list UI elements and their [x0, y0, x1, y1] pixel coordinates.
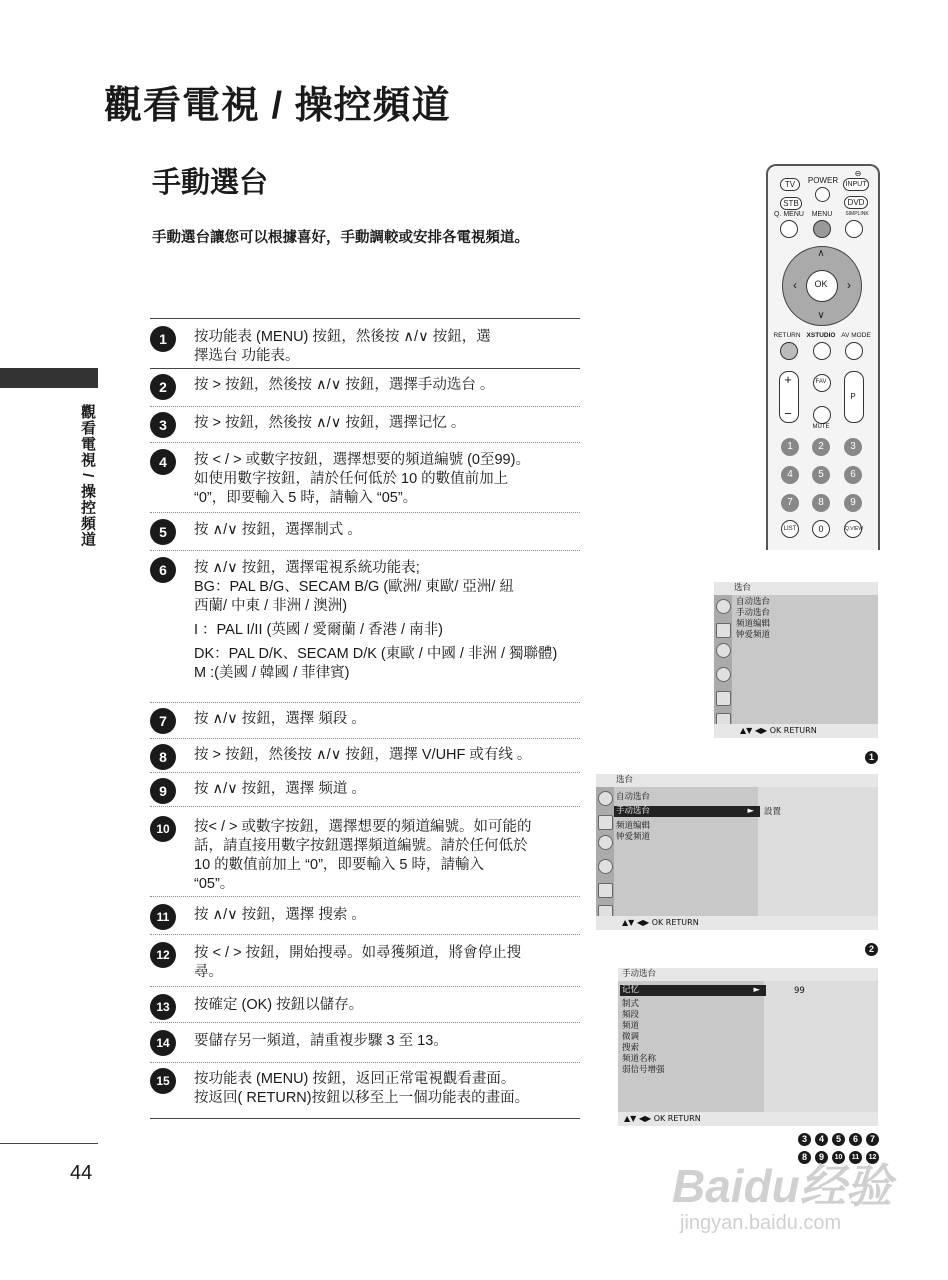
step-text: [194, 1032, 584, 1051]
input-icon: ⊖: [854, 169, 862, 178]
remote-fav-label: FAV: [815, 379, 827, 385]
osd-right-pane: [764, 981, 878, 1112]
lock-icon: [598, 883, 613, 898]
osd-menu-item: 自动选台: [736, 597, 771, 607]
osd-menu-item: 自动选台: [616, 792, 651, 802]
osd-menu-item-selected: [620, 985, 766, 996]
remote-menu-button: [813, 220, 831, 238]
step-divider: [150, 1062, 580, 1063]
step-number-badge: 4: [150, 449, 176, 475]
steps-top-rule: [150, 318, 580, 319]
remote-xstudio-label: XSTUDIO: [806, 332, 836, 339]
step-divider: [150, 738, 580, 739]
remote-number-2: 2: [812, 438, 830, 456]
volume-down-icon: −: [784, 406, 792, 421]
figure-number: 9: [815, 1151, 828, 1164]
remote-number-1: 1: [781, 438, 799, 456]
osd-footer-hint: ▲▼ ◀▶ OK RETURN: [618, 1112, 878, 1126]
step-number-badge: 7: [150, 708, 176, 734]
step-number-badge: 9: [150, 778, 176, 804]
osd-icon-column: [714, 595, 732, 724]
osd-screen-setup-menu: [714, 582, 878, 738]
remote-number-4: 4: [781, 466, 799, 484]
osd-menu-item: 钟爱频道: [736, 630, 771, 640]
osd-menu-item: 频道编辑: [616, 821, 651, 831]
osd-header: 手动选台: [618, 968, 878, 981]
remote-tv-button: TV: [780, 178, 800, 191]
figure-number: 6: [849, 1133, 862, 1146]
osd-footer-hint: ▲▼ ◀▶ OK RETURN: [714, 724, 878, 738]
step-text: [194, 376, 584, 395]
remote-avmode-label: AV MODE: [841, 332, 871, 339]
remote-zero-button: 0: [812, 520, 830, 538]
step-text: [194, 996, 584, 1015]
figure-number: 4: [815, 1133, 828, 1146]
remote-ok-label: OK: [814, 279, 828, 289]
step-text-line: 按 > 按鈕，然後按 ∧/∨ 按鈕，選擇手动选台 。: [194, 377, 495, 393]
step-text-line: 西蘭/ 中東 / 非洲 / 澳洲): [194, 598, 348, 614]
step-text-line: “05”。: [194, 876, 235, 892]
figure-number: 11: [849, 1151, 862, 1164]
mute-icon: [813, 406, 831, 424]
remote-qmenu-button: [780, 220, 798, 238]
remote-number-8: 8: [812, 494, 830, 512]
step-divider: [150, 986, 580, 987]
step-number-badge: 2: [150, 374, 176, 400]
watermark-brand: Baidu经验: [672, 1160, 892, 1212]
step-number-badge: 13: [150, 994, 176, 1020]
step-text: [194, 521, 584, 540]
step-text-line: 按 ∧/∨ 按鈕，選擇電視系統功能表;: [194, 560, 420, 576]
step-text-line: 按 ∧/∨ 按鈕，選擇制式 。: [194, 522, 362, 538]
osd-value: 99: [794, 986, 805, 996]
remote-number-7: 7: [781, 494, 799, 512]
remote-input-button: INPUT: [843, 178, 869, 191]
step-text-line: 按 > 按鈕，然後按 ∧/∨ 按鈕，選擇记忆 。: [194, 415, 466, 431]
step-divider: [150, 442, 580, 443]
osd-menu-item: 搜索: [622, 1043, 640, 1053]
step-text-line: 按功能表 (MENU) 按鈕，返回正常電視觀看畫面。: [194, 1071, 516, 1087]
step-number-badge: 10: [150, 816, 176, 842]
remote-qmenu-label: Q. MENU: [774, 211, 804, 218]
step-text-line: 話，請直接用數字按鈕選擇頻道編號。請於任何低於: [194, 838, 528, 854]
step-text-line: M :(美國 / 韓國 / 菲律賓): [194, 665, 350, 681]
step-divider: [150, 934, 580, 935]
remote-stb-button: STB: [780, 197, 802, 210]
step-text: [194, 746, 584, 765]
clock-icon: [598, 859, 613, 874]
step-number-badge: 11: [150, 904, 176, 930]
step-text-line: 尋。: [194, 964, 223, 980]
remote-control-illustration: [766, 164, 880, 550]
step-text: [194, 906, 584, 925]
step-divider: [150, 806, 580, 807]
page-number: 44: [70, 1162, 93, 1184]
osd-icon-column: [596, 787, 614, 916]
step-number-badge: 8: [150, 744, 176, 770]
remote-list-button: LIST: [781, 520, 799, 538]
step-text-line: 按 < / > 按鈕，開始搜尋。如尋獲頻道，將會停止搜: [194, 945, 522, 961]
osd-screen-manual-select: [596, 774, 878, 930]
step-text-line: I ：PAL I/II (英國 / 愛爾蘭 / 香港 / 南非): [194, 622, 443, 638]
step-text: [194, 944, 584, 982]
step-text-line: 10 的數值前加上 “0”，即要輸入 5 時，請輸入: [194, 857, 485, 873]
remote-number-9: 9: [844, 494, 862, 512]
step-number-badge: 6: [150, 557, 176, 583]
picture-icon: [716, 623, 731, 638]
chevron-up-icon: ∧: [817, 248, 825, 259]
osd-menu-item: 频道名称: [622, 1054, 657, 1064]
remote-xstudio-button: [813, 342, 831, 360]
step-divider: [150, 896, 580, 897]
page-title: 觀看電視 / 操控頻道: [104, 85, 451, 127]
step-number-badge: 1: [150, 326, 176, 352]
osd-right-label: 設置: [764, 807, 782, 817]
step-text-line: 按 < / > 或數字按鈕，選擇想要的頻道編號 (0至99)。: [194, 452, 530, 468]
osd-menu-item-selected: [614, 806, 760, 817]
step-text-line: 按< / > 或數字按鈕，選擇想要的頻道編號。如可能的: [194, 819, 532, 835]
step-text-line: 按 ∧/∨ 按鈕，選擇 搜索 。: [194, 907, 366, 923]
osd-menu-item: 弱信号增强: [622, 1065, 665, 1075]
side-vertical-label: 觀看電視 / 操控頻道: [79, 404, 96, 548]
remote-number-5: 5: [812, 466, 830, 484]
remote-return-button: [780, 342, 798, 360]
steps-bottom-rule: [150, 1118, 580, 1119]
remote-qview-button: Q.VIEW: [844, 520, 862, 538]
chevron-down-icon: ∨: [817, 310, 825, 321]
step-text-line: BG：PAL B/G、SECAM B/G (歐洲/ 東歐/ 亞洲/ 紐: [194, 579, 514, 595]
figure-number: 1: [865, 751, 878, 764]
chevron-left-icon: ‹: [793, 278, 797, 292]
remote-number-6: 6: [844, 466, 862, 484]
osd-screen-manual-tuning: [618, 968, 878, 1126]
figure-number: 8: [798, 1151, 811, 1164]
step-number-badge: 5: [150, 519, 176, 545]
osd-footer-hint: ▲▼ ◀▶ OK RETURN: [596, 916, 878, 930]
figure-number: 3: [798, 1133, 811, 1146]
step-text-line: “0”，即要輸入 5 時，請輸入 “05”。: [194, 490, 418, 506]
step-divider: [150, 550, 580, 551]
step-divider: [150, 368, 580, 369]
step-text: [194, 780, 584, 799]
step-number-badge: 15: [150, 1068, 176, 1094]
step-text-line: 按返回( RETURN)按鈕以移至上一個功能表的畫面。: [194, 1090, 530, 1106]
audio-icon: [598, 835, 613, 850]
picture-icon: [598, 815, 613, 830]
step-text: [194, 451, 584, 508]
figure-number: 10: [832, 1151, 845, 1164]
step-text-line: 要儲存另一頻道，請重複步驟 3 至 13。: [194, 1033, 448, 1049]
osd-menu-item-label: 手动选台: [616, 806, 651, 816]
volume-up-icon: +: [784, 372, 792, 387]
osd-menu-item: 频道编辑: [736, 619, 771, 629]
step-text: [194, 559, 584, 683]
section-intro: 手動選台讓您可以根據喜好，手動調較或安排各電視頻道。: [152, 230, 529, 246]
osd-menu-item: 微调: [622, 1032, 640, 1042]
remote-p-label: P: [850, 392, 856, 401]
step-divider: [150, 512, 580, 513]
figure-number: 5: [832, 1133, 845, 1146]
remote-number-3: 3: [844, 438, 862, 456]
lock-icon: [716, 691, 731, 706]
satellite-icon: [598, 791, 613, 806]
step-text: [194, 328, 584, 366]
step-text-line: 按確定 (OK) 按鈕以儲存。: [194, 997, 364, 1013]
osd-menu-item: 頻段: [622, 1010, 640, 1020]
play-arrow-icon: ►: [747, 806, 754, 816]
power-icon: [815, 187, 830, 202]
chevron-right-icon: ›: [847, 278, 851, 292]
step-text-line: 按功能表 (MENU) 按鈕，然後按 ∧/∨ 按鈕，選: [194, 329, 491, 345]
step-number-badge: 3: [150, 412, 176, 438]
step-text-line: 如使用數字按鈕，請於任何低於 10 的數值前加上: [194, 471, 509, 487]
osd-header: 选台: [596, 774, 878, 787]
step-divider: [150, 406, 580, 407]
remote-dvd-button: DVD: [844, 196, 868, 209]
osd-header: 选台: [714, 582, 878, 595]
section-title: 手動選台: [152, 167, 269, 199]
step-divider: [150, 1022, 580, 1023]
step-text: [194, 1070, 584, 1108]
osd-menu-item: 频道: [622, 1021, 640, 1031]
step-text-line: 擇选台 功能表。: [194, 348, 300, 364]
step-divider: [150, 772, 580, 773]
satellite-icon: [716, 599, 731, 614]
clock-icon: [716, 667, 731, 682]
osd-menu-item: 手动选台: [736, 608, 771, 618]
step-text-line: 按 ∧/∨ 按鈕，選擇 頻段 。: [194, 711, 366, 727]
step-text-line: 按 ∧/∨ 按鈕，選擇 频道 。: [194, 781, 366, 797]
play-arrow-icon: ►: [753, 985, 760, 995]
figure-number: 12: [866, 1151, 879, 1164]
remote-avmode-button: [845, 342, 863, 360]
osd-menu-item: 钟爱频道: [616, 832, 651, 842]
side-tab-bar: [0, 368, 98, 388]
remote-menu-label: MENU: [811, 211, 833, 218]
osd-menu-item: 制式: [622, 999, 640, 1009]
step-text-line: 按 > 按鈕，然後按 ∧/∨ 按鈕，選擇 V/UHF 或有线 。: [194, 747, 532, 763]
step-text: [194, 710, 584, 729]
remote-power-label: POWER: [807, 176, 839, 185]
figure-number: 7: [866, 1133, 879, 1146]
remote-mute-label: MUTE: [812, 424, 830, 430]
audio-icon: [716, 643, 731, 658]
step-divider: [150, 702, 580, 703]
footer-rule: [0, 1143, 98, 1144]
osd-menu-item-label: 记忆: [622, 985, 640, 995]
figure-number: 2: [865, 943, 878, 956]
remote-return-label: RETURN: [773, 332, 801, 339]
remote-simplink-label: SIMPLINK: [845, 211, 869, 217]
step-number-badge: 14: [150, 1030, 176, 1056]
watermark-url: jingyan.baidu.com: [680, 1212, 842, 1234]
step-text: [194, 818, 584, 894]
remote-simplink-button: [845, 220, 863, 238]
step-text: [194, 414, 584, 433]
step-number-badge: 12: [150, 942, 176, 968]
step-text-line: DK：PAL D/K、SECAM D/K (東歐 / 中國 / 非洲 / 獨聯體): [194, 646, 558, 662]
